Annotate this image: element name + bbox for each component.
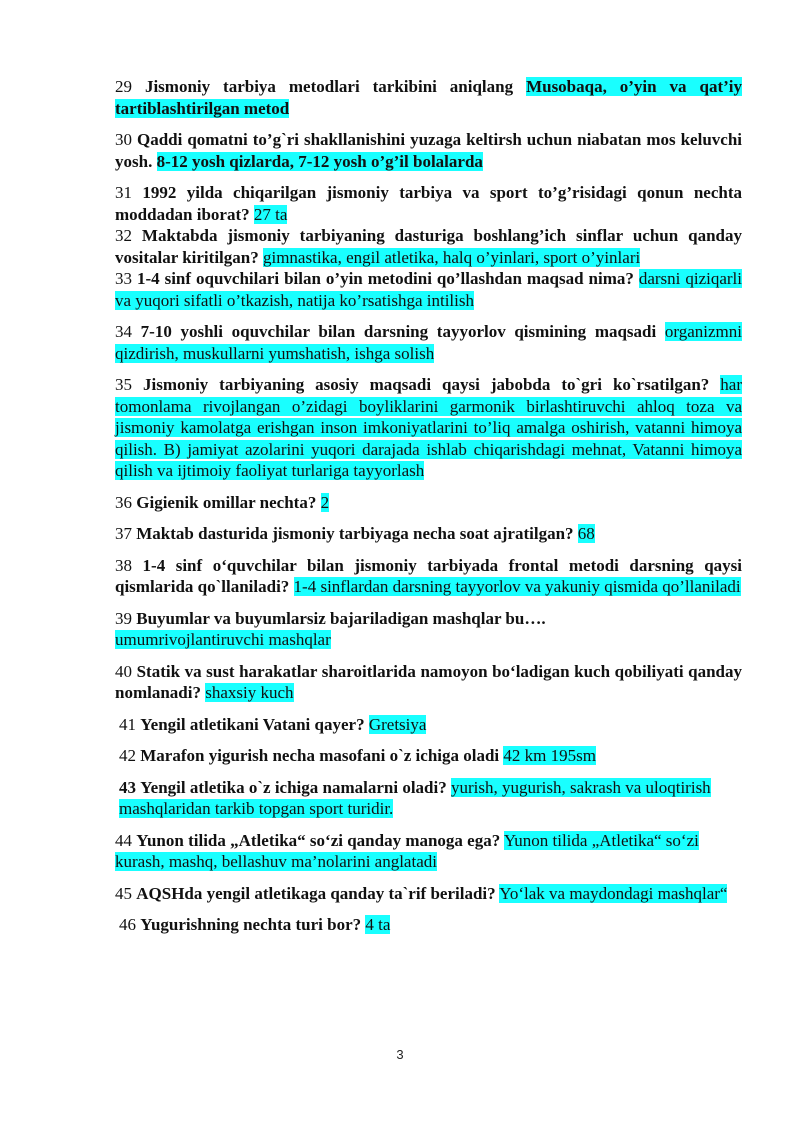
question-list [115,76,742,946]
question-45: 45 AQSHda yengil atletikaga qanday ta`rif beriladi? Yo‘lak va maydondagi mashqlar“ [115,883,728,903]
question-text: Buyumlar va buyumlarsiz bajariladigan mashqlar bu…. [136,608,546,628]
question-39: 39 Buyumlar va buyumlarsiz bajariladigan mashqlar bu…. umumrivojlantiruvchi mashqlar [115,608,546,649]
question-37: 37 Maktab dasturida jismoniy tarbiyaga necha soat ajratilgan? 68 [115,524,595,543]
answer-highlight: gimnastika, engil atletika, halq o’yinlari, sport o’yinlari [262,247,641,267]
answer-highlight: 68 [577,524,595,543]
question-29: 29 Jismoniy tarbiya metodlari tarkibini aniqlang Musobaqa, o’yin va qat’iy tartiblashtirilgan metod [115,77,742,118]
question-text: Yengil atletikani Vatani qayer? [140,714,365,734]
question-46: 46 Yugurishning nechta turi bor? 4 ta [119,915,391,934]
answer-highlight: Gretsiya [368,714,427,734]
question-33: 33 1-4 sinf oquvchilari bilan o’yin metodini qo’llashdan maqsad nima? darsni qiziqarli va yuqori sifatli o’tkazish, natija ko’rsatishga intilish [115,269,742,310]
question-42: 42 Marafon yigurish necha masofani o`z ichiga oladi 42 km 195sm [119,746,596,765]
question-text: Yunon tilida „Atletika“ so‘zi qanday manoga ega? [136,830,501,850]
question-text: 1992 yilda chiqarilgan jismoniy tarbiya va sport to’g’risidagi qonun nechta moddadan iborat? [115,183,742,224]
question-38: 38 1-4 sinf o‘quvchilar bilan jismoniy tarbiyada frontal metodi darsning qaysi qismlarida qo`llaniladi? 1-4 sinflardan darsning tayyorlov va yakuniy qismida qo’llaniladi [115,555,742,596]
question-text: Gigienik omillar nechta? [136,492,317,512]
answer-highlight: 1-4 sinflardan darsning tayyorlov va yakuniy qismida qo’llaniladi [293,577,741,596]
question-43: 43 Yengil atletika o`z ichiga namalarni oladi? yurish, yugurish, sakrash va uloqtirish mashqlaridan tarkib topgan sport turidir. [119,777,711,818]
question-32: 32 Maktabda jismoniy tarbiyaning dasturiga boshlang’ich sinflar uchun qanday vositalar kiritilgan? gimnastika, engil atletika, halq o’yinlari, sport o’yinlari [115,226,742,267]
question-30: 30 Qaddi qomatni to’g`ri shakllanishini yuzaga keltirsh uchun niabatan mos keluvchi yosh. 8-12 yosh qizlarda, 7-12 yosh o’g’il bolalarda [115,130,742,171]
question-text: 1-4 sinf oquvchilari bilan o’yin metodini qo’llashdan maqsad nima? [136,269,634,288]
answer-highlight: 8-12 yosh qizlarda, 7-12 yosh o’g’il bolalarda [156,151,483,171]
question-text: Maktab dasturida jismoniy tarbiyaga necha soat ajratilgan? [136,524,574,543]
question-41: 41 Yengil atletikani Vatani qayer? Gretsiya [119,714,427,734]
question-text: Yugurishning nechta turi bor? [140,915,362,934]
question-text: AQSHda yengil atletikaga qanday ta`rif beriladi? [136,883,496,903]
question-text: 1-4 sinf o‘quvchilar bilan jismoniy tarbiyada frontal metodi darsning qaysi qismlarida qo`llaniladi? [115,555,742,596]
answer-highlight: 42 km 195sm [503,746,596,765]
answer-highlight: Yo‘lak va maydondagi mashqlar“ [499,883,728,903]
answer-highlight: shaxsiy kuch [205,683,294,702]
question-31: 31 1992 yilda chiqarilgan jismoniy tarbiya va sport to’g’risidagi qonun nechta moddadan iborat? 27 ta [115,183,742,224]
answer-highlight: 4 ta [365,915,391,934]
answer-highlight: 27 ta [253,204,288,224]
answer-highlight: umumrivojlantiruvchi mashqlar [115,630,331,649]
answer-highlight: Yunon tilida „Atletika“ so‘zi kurash, mashq, bellashuv ma’nolarini anglatadi [115,830,699,871]
question-text: Marafon yigurish necha masofani o`z ichiga oladi [140,746,500,765]
question-text: Maktabda jismoniy tarbiyaning dasturiga boshlang’ich sinflar uchun qanday vositalar kiritilgan? [115,226,742,267]
question-text: Statik va sust harakatlar sharoitlarida namoyon bo‘ladigan kuch qobiliyati qanday nomlanadi? [115,661,743,702]
answer-highlight: yurish, yugurish, sakrash va uloqtirish mashqlaridan tarkib topgan sport turidir. [119,777,711,818]
page-number: 3 [396,1047,404,1062]
answer-highlight: har tomonlama rivojlangan o’zidagi boyliklarini garmonik birlashtiruvchi ahloq toza va jismoniy kamolatga erishgan inson imkoniyatlarini to’liq amalga oshirish, vatanni himoya qilish. B) jamiyat azolarini yuqori darajada ishlab chiqarishdagi mehnat, Vatanni himoya qilish va ijtimoiy faoliyat turlariga tayyorlash [115,375,743,480]
question-44: 44 Yunon tilida „Atletika“ so‘zi qanday manoga ega? Yunon tilida „Atletika“ so‘zi kurash, mashq, bellashuv ma’nolarini anglatadi [115,830,699,871]
question-35: 35 Jismoniy tarbiyaning asosiy maqsadi qaysi jabobda to`gri ko`rsatilgan? har tomonlama rivojlangan o’zidagi boyliklarini garmonik birlashtiruvchi ahloq toza va jismoniy kamolatga erishgan inson imkoniyatlarini to’liq amalga oshirish, vatanni himoya qilish. B) jamiyat azolarini yuqori darajada ishlab chiqarishdagi mehnat, Vatanni himoya qilish va ijtimoiy faoliyat turlariga tayyorlash [115,375,743,480]
question-40: 40 Statik va sust harakatlar sharoitlarida namoyon bo‘ladigan kuch qobiliyati qanday nomlanadi? shaxsiy kuch [115,661,743,702]
question-36: 36 Gigienik omillar nechta? 2 [115,492,330,512]
question-text: Jismoniy tarbiyaning asosiy maqsadi qaysi jabobda to`gri ko`rsatilgan? [143,375,710,394]
question-text: Yengil atletika o`z ichiga namalarni oladi? [140,777,447,797]
question-34: 34 7-10 yoshli oquvchilar bilan darsning tayyorlov qismining maqsadi organizmni qizdirish, muskullarni yumshatish, ishga solish [115,322,743,363]
question-text: Jismoniy tarbiya metodlari tarkibini aniqlang [144,77,514,96]
answer-highlight: darsni qiziqarli va yuqori sifatli o’tkazish, natija ko’rsatishga intilish [115,269,742,310]
answer-highlight: organizmni qizdirish, muskullarni yumshatish, ishga solish [115,322,743,363]
question-text: 7-10 yoshli oquvchilar bilan darsning tayyorlov qismining maqsadi [140,322,657,341]
answer-highlight: 2 [320,492,330,512]
answer-highlight: Musobaqa, o’yin va qat’iy tartiblashtirilgan metod [115,77,742,118]
question-text: Qaddi qomatni to’g`ri shakllanishini yuzaga keltirsh uchun niabatan mos keluvchi yosh. [115,130,742,171]
